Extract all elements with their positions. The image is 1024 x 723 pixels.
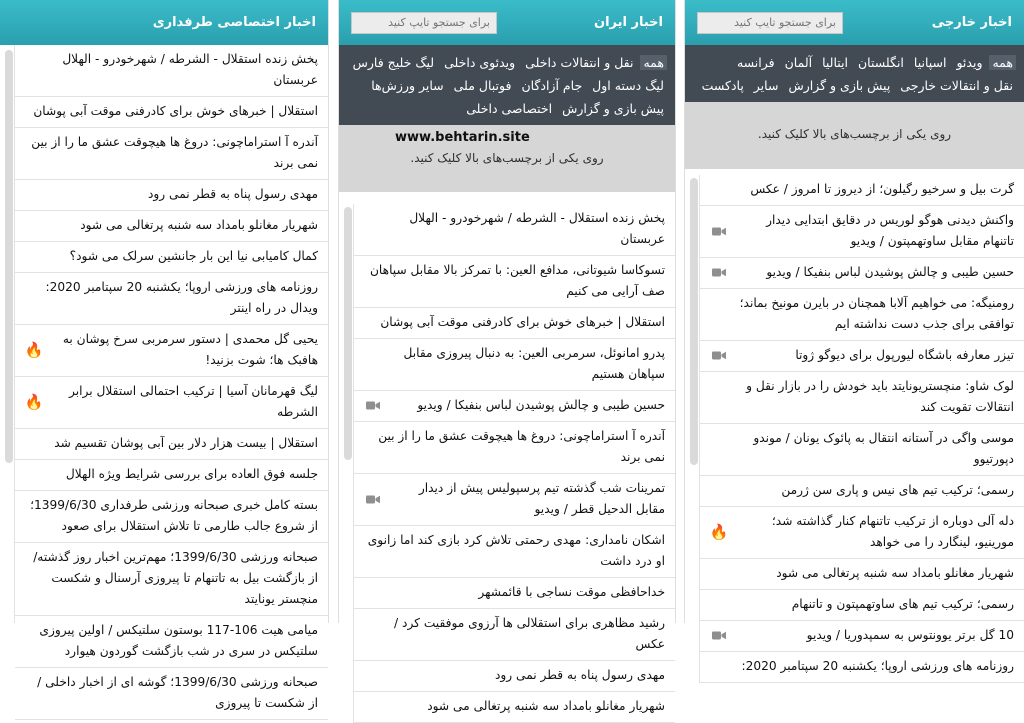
- exclusive-news-list: [14, 45, 328, 710]
- news-item-title[interactable]: حسین طیبی و چالش پوشیدن لباس بنفیکا / ویدیو: [417, 398, 665, 412]
- news-item-title[interactable]: روزنامه های ورزشی اروپا؛ یکشنبه 20 سپتامبر 2020:: [741, 659, 1014, 673]
- news-item-title[interactable]: لیگ قهرمانان آسیا | ترکیب احتمالی استقلال برابر الشرطه: [69, 384, 318, 419]
- tag-all[interactable]: همه: [640, 55, 667, 70]
- tag-all[interactable]: همه: [989, 55, 1016, 70]
- news-item-title[interactable]: موسی واگی در آستانه انتقال به پائوک یونان / موندو دپورتیوو: [753, 431, 1014, 466]
- fire-icon: 🔥: [709, 522, 729, 541]
- news-item[interactable]: [700, 341, 1024, 372]
- news-item-title[interactable]: صبحانه ورزشی 1399/6/30؛ مهم‌ترین اخبار روز گذشته/ از بازگشت بیل به تاتنهام تا پیروزی آرسنال و شکست منچستر یونایتد: [33, 550, 318, 606]
- news-item-title[interactable]: لوک شاو: منچستریونایتد باید خودش را در بازار نقل و انتقالات تقویت کند: [746, 379, 1014, 414]
- news-item[interactable]: [15, 429, 328, 460]
- news-item[interactable]: [15, 616, 328, 668]
- foreign-news-title: اخبار خارجی: [931, 15, 1012, 30]
- news-item[interactable]: [15, 211, 328, 242]
- news-item[interactable]: [354, 422, 675, 474]
- news-item-title[interactable]: 10 گل برتر یوونتوس به سمپدوریا / ویدیو: [806, 628, 1014, 642]
- news-item-title[interactable]: آندره آ استراماچونی: دروغ ها هیچوقت عشق ما را از بین نمی برند: [31, 135, 318, 170]
- foreign-news-tag-bar: [685, 45, 1024, 102]
- video-camera-icon: [710, 351, 728, 360]
- news-item[interactable]: [15, 97, 328, 128]
- video-camera-icon: [710, 268, 728, 277]
- news-item-title[interactable]: پخش زنده استقلال - الشرطه / شهرخودرو - الهلال عربستان: [62, 52, 318, 87]
- news-item-title[interactable]: اشکان نامداری: مهدی رحمتی تلاش کرد بازی کند اما زانوی او درد داشت: [367, 533, 665, 568]
- tag-item[interactable]: پیش بازی و گزارش: [788, 78, 891, 93]
- news-item[interactable]: [354, 578, 675, 609]
- news-item-title[interactable]: واکنش دیدنی هوگو لوریس در دقایق ابتدایی دیدار تاتنهام مقابل ساوتهمپتون / ویدیو: [766, 213, 1014, 248]
- tag-item[interactable]: نقل و انتقالات داخلی: [525, 55, 634, 70]
- tag-item[interactable]: فوتبال ملی: [453, 78, 512, 93]
- tag-item[interactable]: نقل و انتقالات خارجی: [900, 78, 1013, 93]
- news-item[interactable]: [15, 377, 328, 429]
- iran-news-list: [353, 204, 675, 723]
- news-item-title[interactable]: تیزر معارفه باشگاه لیورپول برای دیوگو ژوتا: [795, 348, 1014, 362]
- news-item[interactable]: [15, 325, 328, 377]
- news-item[interactable]: [15, 543, 328, 616]
- news-item[interactable]: [15, 460, 328, 491]
- news-item[interactable]: [700, 507, 1024, 559]
- news-item-title[interactable]: تسوکاسا شیوتانی، مدافع العین: با تمرکز بالا مقابل سپاهان صف آرایی می کنیم: [369, 263, 665, 298]
- tag-item[interactable]: پیش بازی و گزارش: [562, 101, 664, 116]
- news-item-title[interactable]: پخش زنده استقلال - الشرطه / شهرخودرو - الهلال عربستان: [409, 211, 665, 246]
- news-item-title[interactable]: استقلال | خبرهای خوش برای کادرفنی موقت آبی پوشان: [33, 104, 318, 118]
- news-item-title[interactable]: رشید مظاهری برای استقلالی ها آرزوی موفقیت کرد / عکس: [394, 616, 665, 651]
- tag-item[interactable]: اختصاصی داخلی: [466, 101, 553, 116]
- news-item[interactable]: [354, 391, 675, 422]
- news-item[interactable]: [15, 668, 328, 720]
- video-camera-icon: [364, 495, 382, 504]
- iran-news-search-input[interactable]: [351, 12, 497, 34]
- news-item-title[interactable]: تمرینات شب گذشته تیم پرسپولیس پیش از دیدار مقابل الدحیل قطر / ویدیو: [418, 481, 665, 516]
- news-item[interactable]: [700, 621, 1024, 652]
- tag-item[interactable]: فرانسه: [736, 55, 775, 70]
- news-item-title[interactable]: استقلال | خبرهای خوش برای کادرفنی موقت آبی پوشان: [380, 315, 665, 329]
- news-item[interactable]: [354, 308, 675, 339]
- news-item-title[interactable]: شهریار مغانلو بامداد سه شنبه پرتغالی می شود: [80, 218, 318, 232]
- foreign-news-panel: [684, 0, 1024, 673]
- exclusive-news-scrollbar[interactable]: [5, 50, 13, 463]
- tag-item[interactable]: لیگ دسته اول: [592, 78, 664, 93]
- video-camera-icon: [710, 227, 728, 236]
- news-item[interactable]: [354, 526, 675, 578]
- iran-news-panel: [338, 0, 676, 713]
- news-item[interactable]: [15, 273, 328, 325]
- tag-item[interactable]: ویدئوی داخلی: [444, 55, 516, 70]
- iran-news-title: اخبار ایران: [594, 15, 663, 30]
- news-item[interactable]: [700, 289, 1024, 341]
- news-item[interactable]: [354, 609, 675, 661]
- news-item[interactable]: [700, 206, 1024, 258]
- news-item-title[interactable]: کمال کامیابی نیا این بار جانشین سرلک می شود؟: [69, 249, 318, 263]
- news-item-title[interactable]: جلسه فوق العاده برای بررسی شرایط ویژه الهلال: [65, 467, 318, 481]
- news-item-title[interactable]: خداحافظی موقت نساجی با قائمشهر: [478, 585, 665, 599]
- iran-news-scrollbar[interactable]: [344, 207, 352, 460]
- foreign-news-header: [685, 0, 1024, 45]
- news-item[interactable]: [700, 559, 1024, 590]
- news-item-title[interactable]: روزنامه های ورزشی اروپا؛ یکشنبه 20 سپتامبر 2020: ویدال در راه اینتر: [45, 280, 318, 315]
- foreign-news-notice-text: روی یکی از برچسب‌های بالا کلیک کنید.: [757, 127, 952, 141]
- exclusive-news-list-wrap: [0, 45, 328, 710]
- foreign-news-scrollbar[interactable]: [690, 178, 698, 465]
- news-item-title[interactable]: حسین طیبی و چالش پوشیدن لباس بنفیکا / ویدیو: [766, 265, 1014, 279]
- tag-item[interactable]: آلمان: [784, 55, 813, 70]
- news-item[interactable]: [700, 424, 1024, 476]
- iran-news-tag-bar: [339, 45, 675, 125]
- news-item-title[interactable]: رومنیگه: می خواهیم آلابا همچنان در بایرن مونیخ بماند؛ توافقی برای جذب دست نداشته ایم: [739, 296, 1014, 331]
- tag-item[interactable]: لیگ خلیج فارس: [352, 55, 435, 70]
- tag-item[interactable]: پادکست: [701, 78, 744, 93]
- news-item-title[interactable]: شهریار مغانلو بامداد سه شنبه پرتغالی می شود: [427, 699, 665, 713]
- tag-item[interactable]: انگلستان: [858, 55, 904, 70]
- news-item-title[interactable]: شهریار مغانلو بامداد سه شنبه پرتغالی می شود: [776, 566, 1014, 580]
- tag-item[interactable]: ایتالیا: [822, 55, 849, 70]
- tag-item[interactable]: سایر ورزش‌ها: [371, 78, 444, 93]
- news-item[interactable]: [700, 652, 1024, 683]
- iran-news-notice-text: روی یکی از برچسب‌های بالا کلیک کنید.: [410, 151, 604, 165]
- news-item-title[interactable]: مهدی رسول پناه به قطر نمی رود: [147, 187, 318, 201]
- exclusive-news-title: اخبار اختصاصی طرفداری: [152, 15, 316, 30]
- news-item-title[interactable]: استقلال | بیست هزار دلار بین آبی پوشان تقسیم شد: [54, 436, 318, 450]
- news-item[interactable]: [15, 45, 328, 97]
- tag-item[interactable]: جام آزادگان: [521, 78, 583, 93]
- news-item[interactable]: [700, 175, 1024, 206]
- news-item[interactable]: [700, 258, 1024, 289]
- news-item-title[interactable]: رسمی؛ ترکیب تیم های نیس و پاری سن ژرمن: [781, 483, 1014, 497]
- news-item[interactable]: [354, 339, 675, 391]
- fire-icon: 🔥: [24, 392, 44, 411]
- news-item[interactable]: [15, 491, 328, 543]
- foreign-news-list-wrap: [685, 175, 1024, 683]
- foreign-news-notice: [685, 102, 1024, 169]
- tag-item[interactable]: ویدئو: [956, 55, 983, 70]
- news-item[interactable]: [354, 661, 675, 692]
- news-item[interactable]: [700, 476, 1024, 507]
- news-item-title[interactable]: گرت بیل و سرخیو رگیلون؛ از دیروز تا امروز / عکس: [750, 182, 1014, 196]
- iran-news-notice: [339, 125, 675, 192]
- tag-item[interactable]: سایر: [753, 78, 779, 93]
- fire-icon: 🔥: [24, 340, 44, 359]
- foreign-news-list: [699, 175, 1024, 683]
- site-watermark-label: www.behtarin.site: [395, 130, 530, 145]
- iran-news-list-wrap: [339, 204, 675, 723]
- news-item[interactable]: [700, 590, 1024, 621]
- news-item-title[interactable]: آندره آ استراماچونی: دروغ ها هیچوقت عشق ما را از بین نمی برند: [378, 429, 665, 464]
- video-camera-icon: [710, 631, 728, 640]
- news-item[interactable]: [15, 242, 328, 273]
- news-item-title[interactable]: میامی هیت 106-117 بوستون سلتیکس / اولین پیروزی سلتیکس در سری در شب بازگشت گوردون هیوارد: [39, 623, 318, 658]
- news-item[interactable]: [354, 256, 675, 308]
- iran-news-header: [339, 0, 675, 45]
- exclusive-news-header: [0, 0, 328, 45]
- exclusive-news-panel: [0, 0, 329, 710]
- foreign-news-search-input[interactable]: [697, 12, 843, 34]
- news-item[interactable]: [15, 128, 328, 180]
- news-item-title[interactable]: یحیی گل محمدی | دستور سرمربی سرخ پوشان به هافبک ها؛ شوت بزنید!: [62, 332, 318, 367]
- news-item[interactable]: [354, 692, 675, 723]
- news-item[interactable]: [15, 180, 328, 211]
- video-camera-icon: [364, 401, 382, 410]
- news-item[interactable]: [700, 372, 1024, 424]
- news-item-title[interactable]: صبحانه ورزشی 1399/6/30؛ گوشه ای از اخبار داخلی / از شکست تا پیروزی: [37, 675, 318, 710]
- news-item[interactable]: [354, 474, 675, 526]
- news-item-title[interactable]: دله آلی دوباره از ترکیب تاتنهام کنار گذاشته شد؛ مورینیو، لینگارد را می خواهد: [771, 514, 1014, 549]
- news-item-title[interactable]: پدرو امانوئل، سرمربی العین: به دنبال پیروزی مقابل سپاهان هستیم: [403, 346, 665, 381]
- news-item-title[interactable]: رسمی؛ ترکیب تیم های ساوتهمپتون و تاتنهام: [791, 597, 1014, 611]
- news-item-title[interactable]: مهدی رسول پناه به قطر نمی رود: [494, 668, 665, 682]
- news-item[interactable]: [354, 204, 675, 256]
- news-item-title[interactable]: بسته کامل خبری صبحانه ورزشی طرفداری 1399/6/30؛ از شروع جالب طارمی تا تلاش استقلال برای صعود: [30, 498, 318, 533]
- tag-item[interactable]: اسپانیا: [913, 55, 947, 70]
